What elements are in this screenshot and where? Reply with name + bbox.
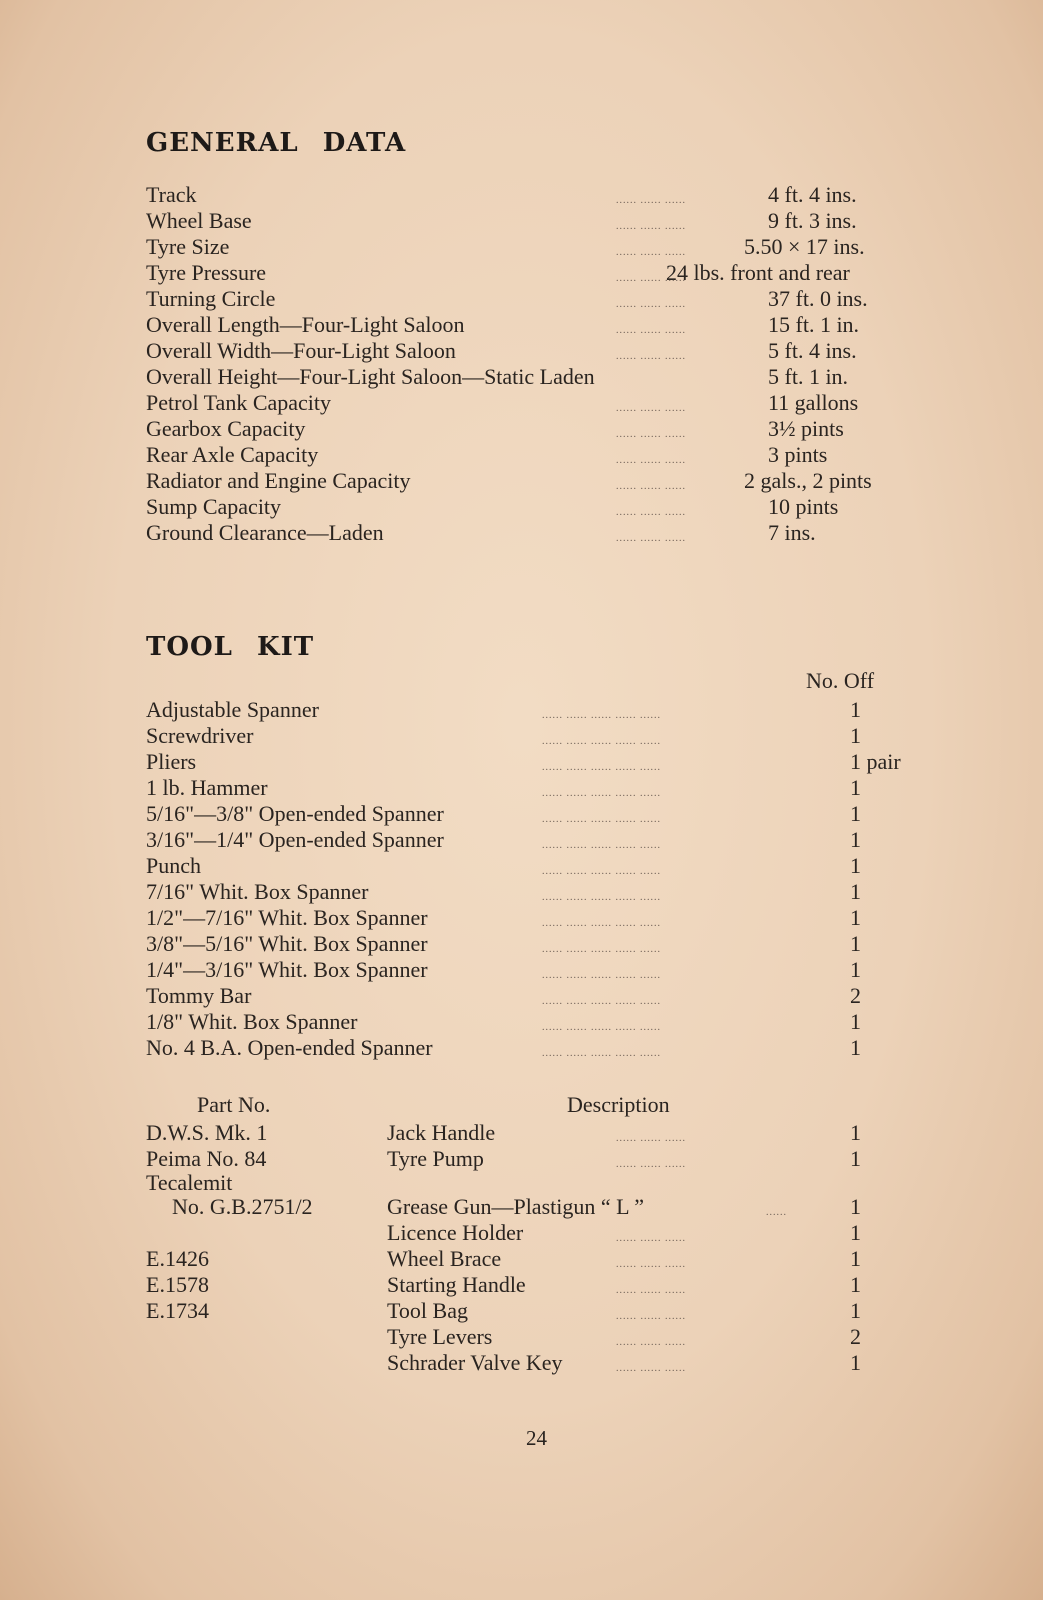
data-row-value: 3 pints: [768, 442, 828, 467]
leader-dots: ...... ...... ...... ...... ......: [542, 788, 661, 799]
data-row-value: 11 gallons: [768, 390, 859, 415]
data-row-value: 5 ft. 4 ins.: [768, 338, 857, 363]
data-row: [146, 520, 946, 546]
data-row-label: Petrol Tank Capacity: [146, 390, 332, 415]
leader-dots: ...... ...... ......: [616, 325, 686, 336]
tool-row: [146, 957, 946, 983]
tool-row-label: Tommy Bar: [146, 983, 252, 1008]
tool-row-qty: 1: [850, 957, 861, 982]
part-number: Peima No. 84: [146, 1146, 267, 1171]
part-row: [146, 1146, 946, 1172]
tool-row-label: Adjustable Spanner: [146, 697, 319, 722]
leader-dots: ......: [766, 1207, 787, 1218]
data-row-value: 9 ft. 3 ins.: [768, 208, 857, 233]
leader-dots: ...... ...... ......: [616, 1311, 686, 1322]
data-row-label: Sump Capacity: [146, 494, 282, 519]
data-row: [146, 234, 946, 260]
part-number: E.1734: [146, 1298, 209, 1323]
part-description: Wheel Brace: [387, 1246, 502, 1271]
tool-row: [146, 801, 946, 827]
tool-row-label: Punch: [146, 853, 201, 878]
part-row: [146, 1350, 946, 1376]
tool-row: [146, 1009, 946, 1035]
leader-dots: ...... ...... ...... ...... ......: [542, 996, 661, 1007]
part-row: [146, 1298, 946, 1324]
part-qty: 1: [850, 1120, 861, 1145]
leader-dots: ...... ...... ...... ...... ......: [542, 970, 661, 981]
no-off-header: No. Off: [806, 668, 875, 693]
leader-dots: ...... ...... ......: [616, 481, 686, 492]
part-description: Schrader Valve Key: [387, 1350, 563, 1375]
data-row: [146, 468, 946, 494]
tool-row: [146, 749, 946, 775]
leader-dots: ...... ...... ......: [616, 351, 686, 362]
data-row-value: 10 pints: [768, 494, 839, 519]
leader-dots: ...... ...... ......: [616, 299, 686, 310]
leader-dots: ...... ...... ......: [616, 1337, 686, 1348]
tool-row-qty: 1: [850, 801, 861, 826]
part-description: Jack Handle: [387, 1120, 496, 1145]
leader-dots: ...... ...... ...... ...... ......: [542, 866, 661, 877]
part-row: [146, 1220, 946, 1246]
tool-row-qty: 1: [850, 931, 861, 956]
data-row-label: Track: [146, 182, 197, 207]
part-row: [146, 1170, 946, 1220]
data-row-value: 37 ft. 0 ins.: [768, 286, 868, 311]
tool-row-label: 1/4"—3/16" Whit. Box Spanner: [146, 957, 428, 982]
part-qty: 1: [850, 1146, 861, 1171]
part-number: E.1426: [146, 1246, 209, 1271]
leader-dots: ...... ...... ...... ...... ......: [542, 762, 661, 773]
part-number-line2: No. G.B.2751/2: [172, 1194, 313, 1219]
data-row-value: 24 lbs. front and rear: [666, 260, 850, 285]
tool-row: [146, 723, 946, 749]
data-row: [146, 364, 946, 390]
data-row: [146, 338, 946, 364]
data-row: [146, 260, 946, 286]
part-description: Tyre Levers: [387, 1324, 493, 1349]
tool-row-label: No. 4 B.A. Open-ended Spanner: [146, 1035, 433, 1060]
tool-row-qty: 1: [850, 879, 861, 904]
data-row-label: Tyre Size: [146, 234, 230, 259]
data-row-label: Overall Width—Four-Light Saloon: [146, 338, 456, 363]
tool-row-label: 3/8"—5/16" Whit. Box Spanner: [146, 931, 428, 956]
part-qty: 1: [850, 1220, 861, 1245]
part-row: [146, 1324, 946, 1350]
tool-row: [146, 879, 946, 905]
data-row-label: Rear Axle Capacity: [146, 442, 319, 467]
tool-row-qty: 1: [850, 827, 861, 852]
data-row-label: Turning Circle: [146, 286, 276, 311]
data-row-value: 5.50 × 17 ins.: [744, 234, 865, 259]
leader-dots: ...... ...... ...... ...... ......: [542, 892, 661, 903]
tool-row: [146, 827, 946, 853]
tool-row-qty: 1: [850, 1009, 861, 1034]
tool-row: [146, 905, 946, 931]
data-row-label: Ground Clearance—Laden: [146, 520, 384, 545]
data-row-label: Gearbox Capacity: [146, 416, 306, 441]
leader-dots: ...... ...... ......: [616, 1133, 686, 1144]
data-row-value: 4 ft. 4 ins.: [768, 182, 857, 207]
leader-dots: ...... ...... ...... ...... ......: [542, 944, 661, 955]
data-row: [146, 494, 946, 520]
leader-dots: ...... ...... ......: [616, 455, 686, 466]
tool-row-qty: 1: [850, 1035, 861, 1060]
leader-dots: ...... ...... ......: [616, 1259, 686, 1270]
data-row-value: 5 ft. 1 in.: [768, 364, 849, 389]
tool-row-label: 7/16" Whit. Box Spanner: [146, 879, 369, 904]
data-row: [146, 312, 946, 338]
leader-dots: ...... ...... ...... ...... ......: [542, 840, 661, 851]
data-row: [146, 390, 946, 416]
leader-dots: ...... ...... ...... ...... ......: [542, 710, 661, 721]
part-description: Grease Gun—Plastigun “ L ”: [387, 1194, 645, 1219]
part-qty: 1: [850, 1350, 861, 1375]
leader-dots: ...... ...... ......: [616, 273, 686, 284]
tool-row: [146, 1035, 946, 1061]
tool-row: [146, 853, 946, 879]
leader-dots: ...... ...... ...... ...... ......: [542, 1048, 661, 1059]
part-no-header: Part No.: [197, 1092, 271, 1117]
leader-dots: ...... ...... ...... ...... ......: [542, 918, 661, 929]
tool-row-qty: 1: [850, 905, 861, 930]
tool-row-label: 1 lb. Hammer: [146, 775, 268, 800]
general-data-heading: GENERAL DATA: [146, 128, 407, 158]
data-row: [146, 442, 946, 468]
tool-row-qty: 1: [850, 853, 861, 878]
leader-dots: ...... ...... ......: [616, 429, 686, 440]
tool-row-qty: 1: [850, 723, 861, 748]
data-row-label: Wheel Base: [146, 208, 252, 233]
leader-dots: ...... ...... ......: [616, 403, 686, 414]
part-qty: 2: [850, 1324, 861, 1349]
tool-row-qty: 1: [850, 697, 861, 722]
leader-dots: ...... ...... ......: [616, 1233, 686, 1244]
part-qty: 1: [850, 1194, 861, 1219]
tool-row-label: 1/8" Whit. Box Spanner: [146, 1009, 358, 1034]
tool-row-label: Pliers: [146, 749, 197, 774]
data-row: [146, 182, 946, 208]
leader-dots: ...... ...... ......: [616, 1285, 686, 1296]
leader-dots: ...... ...... ......: [616, 247, 686, 258]
part-number: Tecalemit: [146, 1170, 233, 1195]
data-row-label: Overall Length—Four-Light Saloon: [146, 312, 465, 337]
part-number: D.W.S. Mk. 1: [146, 1120, 268, 1145]
part-row: [146, 1272, 946, 1298]
part-number: E.1578: [146, 1272, 209, 1297]
data-row-label: Overall Height—Four-Light Saloon—Static Laden: [146, 364, 595, 389]
part-row: [146, 1246, 946, 1272]
tool-row: [146, 775, 946, 801]
data-row: [146, 416, 946, 442]
leader-dots: ...... ...... ......: [616, 1363, 686, 1374]
tool-row-qty: 1: [850, 775, 861, 800]
page-number: 24: [526, 1426, 547, 1450]
data-row-label: Radiator and Engine Capacity: [146, 468, 411, 493]
tool-row: [146, 697, 946, 723]
data-row-value: 2 gals., 2 pints: [744, 468, 872, 493]
leader-dots: ...... ...... ...... ...... ......: [542, 814, 661, 825]
data-row-value: 3½ pints: [768, 416, 844, 441]
data-row-value: 7 ins.: [768, 520, 816, 545]
tool-row: [146, 983, 946, 1009]
tool-row-label: Screwdriver: [146, 723, 254, 748]
tool-kit-heading: TOOL KIT: [146, 632, 315, 662]
part-description: Starting Handle: [387, 1272, 526, 1297]
tool-row-qty: 2: [850, 983, 861, 1008]
leader-dots: ...... ...... ...... ...... ......: [542, 1022, 661, 1033]
part-qty: 1: [850, 1298, 861, 1323]
leader-dots: ...... ...... ......: [616, 221, 686, 232]
part-description: Tool Bag: [387, 1298, 468, 1323]
part-description: Licence Holder: [387, 1220, 524, 1245]
leader-dots: ...... ...... ......: [616, 533, 686, 544]
description-header: Description: [567, 1092, 670, 1117]
tool-row-qty: 1 pair: [850, 749, 901, 774]
data-row-label: Tyre Pressure: [146, 260, 267, 285]
tool-row: [146, 931, 946, 957]
leader-dots: ...... ...... ...... ...... ......: [542, 736, 661, 747]
leader-dots: ...... ...... ......: [616, 1159, 686, 1170]
data-row: [146, 208, 946, 234]
part-row: [146, 1120, 946, 1146]
data-row: [146, 286, 946, 312]
tool-row-label: 5/16"—3/8" Open-ended Spanner: [146, 801, 444, 826]
part-qty: 1: [850, 1272, 861, 1297]
part-description: Tyre Pump: [387, 1146, 484, 1171]
leader-dots: ...... ...... ......: [616, 195, 686, 206]
part-qty: 1: [850, 1246, 861, 1271]
tool-row-label: 1/2"—7/16" Whit. Box Spanner: [146, 905, 428, 930]
tool-row-label: 3/16"—1/4" Open-ended Spanner: [146, 827, 444, 852]
data-row-value: 15 ft. 1 in.: [768, 312, 860, 337]
leader-dots: ...... ...... ......: [616, 507, 686, 518]
